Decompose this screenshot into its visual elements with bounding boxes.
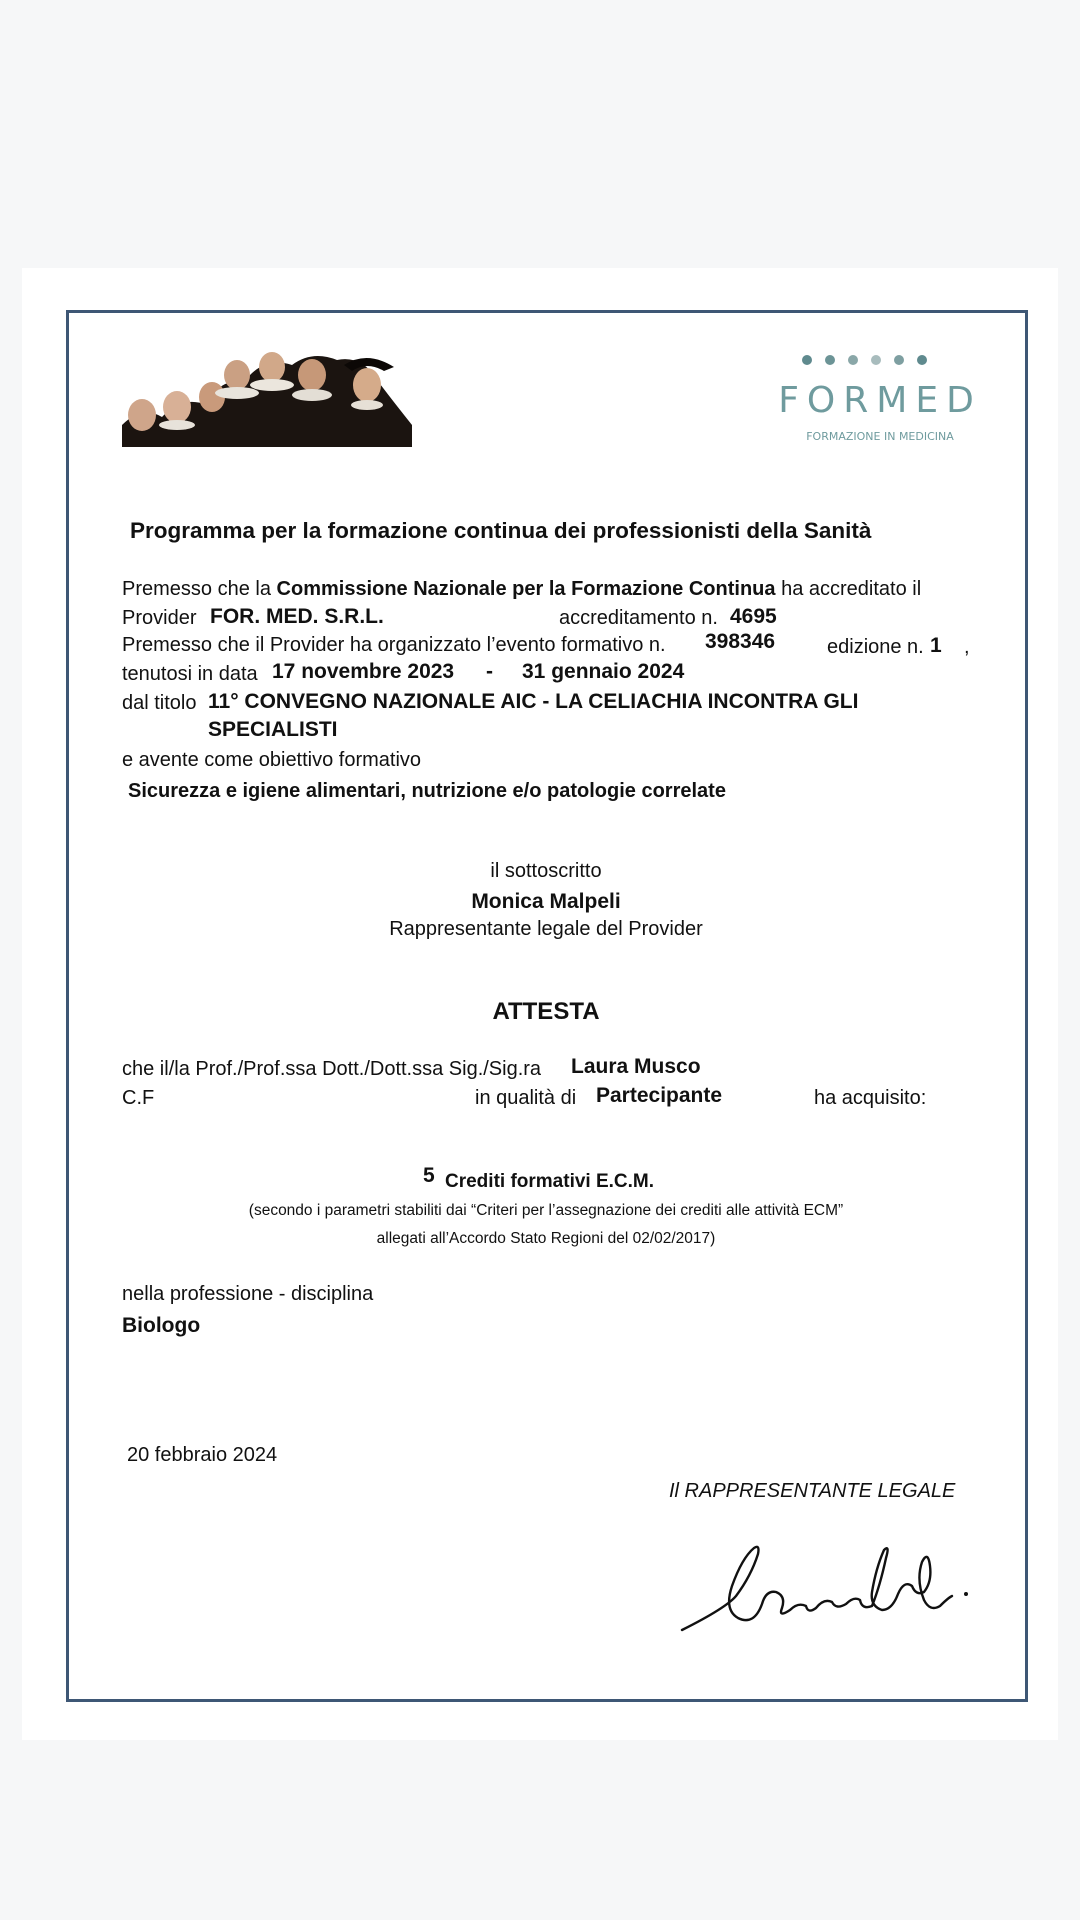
credits-label: Crediti formativi E.C.M.	[445, 1171, 655, 1192]
provider-name: FOR. MED. S.R.L.	[210, 605, 384, 628]
title-label: dal titolo	[122, 692, 197, 714]
event-number: 398346	[705, 630, 776, 653]
quality-label: in qualità di	[475, 1087, 577, 1109]
signatory-intro: il sottoscritto	[490, 860, 602, 882]
credits-note-line-1: (secondo i parametri stabiliti dai “Criteri per l’assegnazione dei crediti alle attività ECM”	[248, 1202, 844, 1219]
formed-logo-dot	[802, 355, 812, 365]
attesta-heading: ATTESTA	[492, 998, 600, 1025]
signatory-name: Monica Malpeli	[471, 890, 621, 913]
tax-code-label: C.F	[122, 1087, 155, 1109]
provider-label: Provider	[122, 607, 197, 629]
formed-logo-dot	[871, 355, 881, 365]
participant-name: Laura Musco	[571, 1055, 701, 1078]
edition-comma: ,	[964, 636, 970, 658]
participant-prefix: che il/la Prof./Prof.ssa Dott./Dott.ssa Sig./Sig.ra	[122, 1058, 542, 1080]
premise-commission-line	[122, 578, 921, 601]
credits-note-line-2: allegati all’Accordo Stato Regioni del 02/02/2017)	[376, 1230, 716, 1247]
objective-value: Sicurezza e igiene alimentari, nutrizione e/o patologie correlate	[128, 780, 726, 802]
formed-logo-dot	[848, 355, 858, 365]
figures-logo-image	[122, 345, 412, 447]
legal-representative-label: Il RAPPRESENTANTE LEGALE	[669, 1480, 956, 1502]
acquired-label: ha acquisito:	[814, 1087, 927, 1109]
commission-name: Commissione Nazionale per la Formazione Continua	[276, 578, 776, 600]
credits-number: 5	[423, 1164, 435, 1187]
formed-logo-subtitle: FORMAZIONE IN MEDICINA	[806, 430, 954, 443]
date-end: 31 gennaio 2024	[522, 660, 685, 683]
formed-logo-dot	[917, 355, 927, 365]
handwritten-signature	[676, 1536, 976, 1636]
objective-label: e avente come obiettivo formativo	[122, 749, 422, 771]
profession-value: Biologo	[122, 1314, 201, 1337]
edition-number: 1	[930, 634, 942, 657]
formed-logo-text: FORMED	[778, 380, 982, 421]
formed-logo	[778, 350, 982, 450]
signatory-role: Rappresentante legale del Provider	[389, 918, 703, 940]
date-start: 17 novembre 2023	[272, 660, 455, 683]
edition-label: edizione n.	[827, 636, 924, 658]
participant-quality: Partecipante	[596, 1084, 723, 1107]
formed-logo-dot	[894, 355, 904, 365]
event-title-line-2: SPECIALISTI	[208, 718, 338, 741]
date-label: tenutosi in data	[122, 663, 258, 685]
issue-date: 20 febbraio 2024	[127, 1444, 278, 1466]
accreditation-label: accreditamento n.	[559, 607, 718, 629]
profession-label: nella professione - disciplina	[122, 1283, 374, 1305]
date-separator: -	[486, 660, 493, 683]
accredited-label: ha accreditato il	[781, 578, 922, 600]
premise-label: Premesso che la	[122, 578, 271, 600]
formed-logo-dot	[825, 355, 835, 365]
certificate-title: Programma per la formazione continua dei professionisti della Sanità	[130, 518, 872, 543]
accreditation-number: 4695	[730, 605, 777, 628]
event-premise-label: Premesso che il Provider ha organizzato l’evento formativo n.	[122, 634, 666, 656]
event-title-line-1: 11° CONVEGNO NAZIONALE AIC - LA CELIACHIA INCONTRA GLI	[208, 690, 859, 713]
